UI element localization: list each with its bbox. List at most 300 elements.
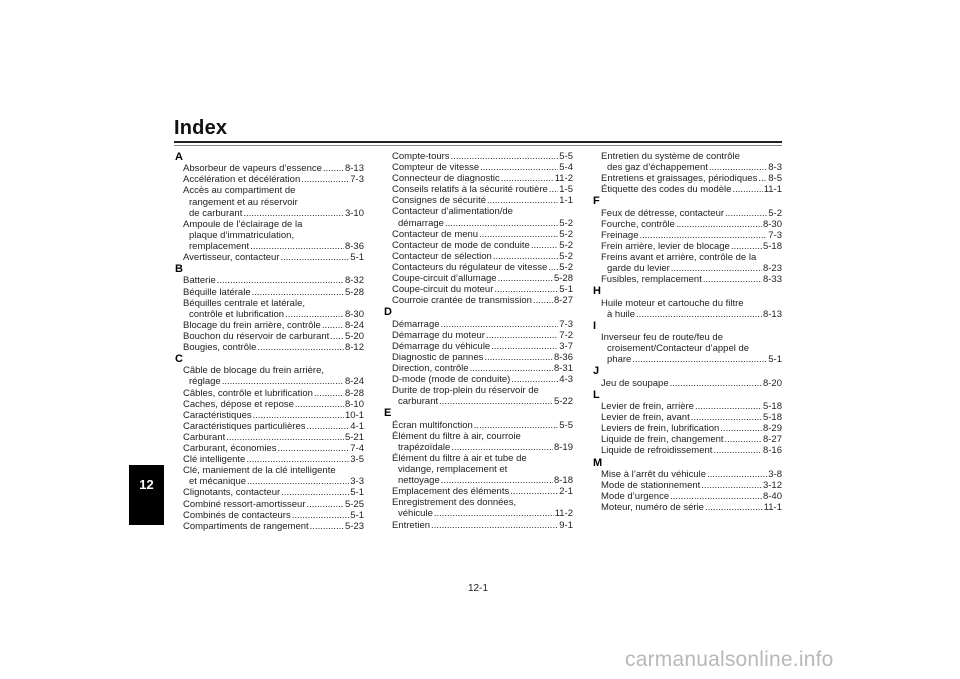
- index-entry: [593, 298, 782, 320]
- index-entry-page: 8-27: [553, 295, 573, 307]
- index-entry-page: 5-2: [559, 217, 573, 229]
- index-entry-text: Coupe-circuit d’allumage: [392, 273, 497, 285]
- dot-leader: [676, 219, 762, 230]
- index-entry-page: 8-13: [344, 163, 364, 175]
- dot-leader: [441, 319, 559, 330]
- index-entry-page: 5-21: [344, 431, 364, 443]
- index-entry-line: [183, 476, 364, 487]
- index-entry-page: 5-4: [559, 162, 573, 174]
- index-entry-text: Entretien du système de contrôle: [601, 151, 740, 162]
- index-entry-text: Leviers de frein, lubrification: [601, 423, 720, 435]
- dot-leader: [713, 445, 762, 456]
- index-entry-line: [183, 287, 364, 298]
- index-entry-page: 7-3: [559, 318, 573, 330]
- index-entry: [593, 502, 782, 513]
- index-entry-text: Clé, maniement de la clé intelligente: [183, 465, 336, 477]
- index-entry: [175, 331, 364, 342]
- index-entry: [384, 262, 573, 273]
- dot-leader: [253, 410, 344, 421]
- index-entry: [593, 241, 782, 252]
- index-entry-line: [392, 442, 573, 453]
- index-entry: [384, 420, 573, 431]
- index-entry-page: 8-16: [762, 445, 782, 457]
- index-entry-text: Carburant: [183, 431, 226, 443]
- dot-leader: [511, 374, 558, 385]
- index-entry-line: [601, 343, 782, 354]
- index-entry: [175, 320, 364, 331]
- index-entry-page: 7-3: [350, 174, 364, 186]
- index-entry-line: [392, 240, 573, 251]
- index-entry: [384, 184, 573, 195]
- index-entry-text: Compartiments de rangement: [183, 520, 309, 532]
- index-entry-text: Entretiens et graissages, périodiques: [601, 173, 758, 185]
- index-entry-text: Contacteur de sélection: [392, 250, 492, 262]
- dot-leader: [636, 309, 762, 320]
- index-entry-text: Clé intelligente: [183, 454, 246, 466]
- dot-leader: [217, 275, 344, 286]
- dot-leader: [250, 241, 344, 252]
- index-entry-line: [392, 151, 573, 162]
- index-entry-line: [183, 421, 364, 432]
- index-section-letter: H: [593, 285, 601, 298]
- page-title: Index: [174, 117, 228, 139]
- index-entry-line: [392, 497, 573, 508]
- index-entry: [175, 399, 364, 410]
- index-entry-line: [601, 208, 782, 219]
- index-entry-text: Huile moteur et cartouche du filtre: [601, 297, 744, 309]
- index-entry-line: [392, 273, 573, 284]
- index-section-letter: L: [593, 388, 600, 401]
- dot-leader: [226, 432, 344, 443]
- index-entry: [384, 385, 573, 407]
- index-entry-text: D-mode (mode de conduite): [392, 374, 511, 386]
- title-rule-thin: [174, 145, 782, 146]
- index-entry-text: Enregistrement des données,: [392, 497, 517, 509]
- index-entry-text: Blocage du frein arrière, contrôle: [183, 319, 321, 331]
- index-entry-line: [601, 434, 782, 445]
- index-entry-page: 8-19: [553, 441, 573, 453]
- index-entry-text: Démarrage du véhicule: [392, 340, 491, 352]
- index-entry-page: 5-5: [559, 419, 573, 431]
- dot-leader: [451, 151, 559, 162]
- index-entry-line: [183, 499, 364, 510]
- index-entry: [593, 480, 782, 491]
- index-entry: [593, 445, 782, 456]
- index-entry-line: [183, 342, 364, 353]
- dot-leader: [484, 352, 553, 363]
- dot-leader: [480, 162, 558, 173]
- index-entry-text: Inverseur feu de route/feu de: [601, 332, 723, 344]
- dot-leader: [707, 469, 767, 480]
- index-entry-page: 5-2: [768, 207, 782, 219]
- index-entry-page: 5-18: [762, 240, 782, 252]
- index-entry-text: Levier de frein, avant: [601, 412, 690, 424]
- index-entry-line: [601, 219, 782, 230]
- index-entry-page: 5-22: [553, 396, 573, 408]
- index-entry-page: 8-20: [762, 377, 782, 389]
- index-entry-line: [601, 491, 782, 502]
- index-entry-text: démarrage: [398, 217, 444, 229]
- index-entry-page: 8-13: [762, 308, 782, 320]
- index-entry-line: [392, 173, 573, 184]
- index-entry-line: [601, 274, 782, 285]
- index-entry-line: [183, 388, 364, 399]
- index-entry-text: Mise à l’arrêt du véhicule: [601, 468, 707, 480]
- index-entry-page: 3-7: [559, 340, 573, 352]
- index-entry-page: 8-33: [762, 274, 782, 286]
- index-entry-text: Contacteurs du régulateur de vitesse: [392, 261, 548, 273]
- index-entry-line: [392, 374, 573, 385]
- index-entry-text: Durite de trop-plein du réservoir de: [392, 385, 539, 397]
- index-entry-text: Combinés de contacteurs: [183, 509, 291, 521]
- index-entry-text: Câble de blocage du frein arrière,: [183, 365, 325, 377]
- index-entry-line: [183, 174, 364, 185]
- dot-leader: [301, 174, 349, 185]
- index-section-letter: D: [384, 306, 392, 319]
- index-entry-line: [392, 319, 573, 330]
- index-entry-line: [601, 309, 782, 320]
- index-column-1: [175, 151, 364, 532]
- index-entry-line: [601, 162, 782, 173]
- dot-leader: [491, 341, 558, 352]
- index-entry-line: [392, 251, 573, 262]
- index-entry-page: 8-30: [344, 308, 364, 320]
- index-section-letter: F: [593, 195, 600, 208]
- index-entry: [175, 298, 364, 320]
- index-entry-text: Démarrage: [392, 318, 440, 330]
- index-entry: [593, 252, 782, 274]
- dot-leader: [451, 442, 553, 453]
- index-entry: [175, 521, 364, 532]
- index-entry-line: [392, 363, 573, 374]
- index-entry-text: Connecteur de diagnostic: [392, 173, 500, 185]
- index-entry-line: [601, 184, 782, 195]
- index-entry: [384, 195, 573, 206]
- dot-leader: [434, 508, 554, 519]
- index-entry-line: [183, 365, 364, 376]
- index-entry: [175, 287, 364, 298]
- index-entry-page: 5-1: [350, 252, 364, 264]
- index-entry-text: Clignotants, contacteur: [183, 487, 281, 499]
- index-entry-text: rangement et au réservoir: [189, 196, 298, 208]
- dot-leader: [252, 287, 344, 298]
- index-section-letter: B: [175, 263, 183, 276]
- index-entry-line: [183, 487, 364, 498]
- index-entry-line: [183, 465, 364, 476]
- index-entry-line: [392, 341, 573, 352]
- index-entry-line: [183, 197, 364, 208]
- chapter-tab-label: 12: [139, 477, 154, 492]
- index-entry-page: 7-4: [350, 443, 364, 455]
- index-entry-text: Batterie: [183, 275, 216, 287]
- index-entry-text: Élément du filtre à air, courroie: [392, 430, 521, 442]
- index-entry: [384, 162, 573, 173]
- index-entry: [384, 173, 573, 184]
- index-entry-line: [392, 431, 573, 442]
- index-entry: [384, 453, 573, 486]
- index-entry: [384, 251, 573, 262]
- dot-leader: [306, 499, 344, 510]
- dot-leader: [670, 491, 762, 502]
- index-entry-line: [183, 521, 364, 532]
- index-entry-line: [183, 230, 364, 241]
- index-entry: [384, 240, 573, 251]
- index-entry-page: 3-5: [350, 454, 364, 466]
- dot-leader: [695, 401, 762, 412]
- index-entry: [384, 520, 573, 531]
- dot-leader: [295, 399, 344, 410]
- index-entry-page: 5-1: [350, 487, 364, 499]
- index-entry-page: 7-2: [559, 329, 573, 341]
- index-entry: [175, 410, 364, 421]
- dot-leader: [632, 354, 767, 365]
- index-entry-line: [392, 162, 573, 173]
- index-entry-line: [392, 218, 573, 229]
- dot-leader: [314, 388, 344, 399]
- index-entry-text: Fusibles, remplacement: [601, 274, 702, 286]
- index-entry-page: 8-24: [344, 319, 364, 331]
- index-entry-line: [601, 241, 782, 252]
- dot-leader: [670, 378, 762, 389]
- dot-leader: [474, 420, 558, 431]
- index-entry: [593, 491, 782, 502]
- index-entry: [384, 151, 573, 162]
- index-entry-text: Écran multifonction: [392, 419, 473, 431]
- index-entry-page: 8-32: [344, 275, 364, 287]
- index-entry: [384, 319, 573, 330]
- index-entry-text: Accès au compartiment de: [183, 185, 296, 197]
- index-entry-page: 5-2: [559, 228, 573, 240]
- index-entry-text: Jeu de soupape: [601, 377, 669, 389]
- index-entry-text: Combiné ressort-amortisseur: [183, 498, 306, 510]
- index-entry-line: [601, 412, 782, 423]
- index-entry-text: Emplacement des éléments: [392, 486, 510, 498]
- dot-leader: [725, 434, 762, 445]
- index-entry: [384, 352, 573, 363]
- index-entry-page: 5-23: [344, 520, 364, 532]
- page-number: 12-1: [467, 583, 488, 594]
- dot-leader: [720, 423, 762, 434]
- index-entry-line: [392, 464, 573, 475]
- index-entry-text: de carburant: [189, 207, 243, 219]
- index-entry: [593, 412, 782, 423]
- index-entry: [175, 443, 364, 454]
- index-entry-line: [183, 309, 364, 320]
- index-entry-text: Fourche, contrôle: [601, 218, 675, 230]
- index-entry-line: [601, 502, 782, 513]
- index-entry-text: remplacement: [189, 240, 250, 252]
- index-entry-page: 10-1: [344, 409, 364, 421]
- index-entry-line: [601, 173, 782, 184]
- index-entry-text: Carburant, économies: [183, 443, 277, 455]
- index-entry: [175, 174, 364, 185]
- index-entry-page: 4-1: [350, 420, 364, 432]
- dot-leader: [501, 173, 554, 184]
- index-entry-page: 8-5: [768, 173, 782, 185]
- index-entry-page: 4-3: [559, 374, 573, 386]
- index-entry-page: 11-1: [763, 184, 782, 196]
- dot-leader: [548, 262, 558, 273]
- index-entry: [384, 330, 573, 341]
- index-entry: [593, 274, 782, 285]
- index-entry-line: [392, 284, 573, 295]
- index-entry-text: Contacteur d’alimentation/de: [392, 206, 513, 218]
- index-entry-text: Conseils relatifs à la sécurité routière: [392, 184, 548, 196]
- dot-leader: [322, 320, 344, 331]
- dot-leader: [758, 173, 767, 184]
- index-entry-text: Caches, dépose et repose: [183, 398, 294, 410]
- index-entry-line: [601, 469, 782, 480]
- dot-leader: [292, 510, 350, 521]
- index-entry-line: [392, 262, 573, 273]
- dot-leader: [640, 230, 768, 241]
- index-entry-line: [392, 385, 573, 396]
- index-entry-page: 7-3: [768, 229, 782, 241]
- index-entry-line: [392, 453, 573, 464]
- dot-leader: [470, 363, 553, 374]
- index-entry-page: 5-1: [350, 509, 364, 521]
- dot-leader: [493, 251, 558, 262]
- index-entry: [175, 454, 364, 465]
- index-entry-page: 5-25: [344, 498, 364, 510]
- dot-leader: [705, 502, 763, 513]
- index-entry-line: [183, 208, 364, 219]
- index-entry-page: 5-5: [559, 151, 573, 162]
- dot-leader: [285, 309, 344, 320]
- index-entry-text: Bougies, contrôle: [183, 342, 257, 353]
- dot-leader: [701, 480, 762, 491]
- index-entry-line: [183, 443, 364, 454]
- index-entry-text: Direction, contrôle: [392, 362, 469, 374]
- index-entry-page: 11-1: [763, 502, 782, 514]
- index-section-letter: I: [593, 319, 597, 332]
- dot-leader: [431, 520, 558, 531]
- index-entry-line: [392, 508, 573, 519]
- index-entry-line: [601, 401, 782, 412]
- index-entry-text: Béquilles centrale et latérale,: [183, 297, 305, 309]
- index-entry-page: 3-10: [344, 207, 364, 219]
- index-entry-page: 8-24: [344, 376, 364, 388]
- index-entry-line: [183, 510, 364, 521]
- index-entry: [384, 206, 573, 228]
- index-entry-line: [601, 151, 782, 162]
- index-entry-line: [601, 423, 782, 434]
- index-entry: [175, 252, 364, 263]
- index-entry-line: [392, 195, 573, 206]
- index-entry-text: Étiquette des codes du modèle: [601, 184, 732, 196]
- index-entry-page: 8-30: [762, 218, 782, 230]
- index-entry-text: Compte-tours: [392, 151, 450, 162]
- index-entry-text: à huile: [607, 308, 635, 320]
- index-entry: [593, 184, 782, 195]
- index-entry-page: 5-18: [762, 412, 782, 424]
- index-entry-text: des gaz d’échappement: [607, 162, 708, 174]
- index-entry-text: Contacteur de mode de conduite: [392, 239, 530, 251]
- index-entry: [593, 332, 782, 365]
- index-entry-line: [183, 454, 364, 465]
- index-column-2: [384, 151, 573, 531]
- index-entry-line: [601, 480, 782, 491]
- index-entry-line: [601, 252, 782, 263]
- dot-leader: [281, 487, 349, 498]
- index-entry-line: [183, 432, 364, 443]
- index-entry-text: plaque d’immatriculation,: [189, 229, 295, 241]
- index-entry-page: 5-2: [559, 261, 573, 273]
- index-entry-line: [392, 396, 573, 407]
- dot-leader: [487, 195, 558, 206]
- index-entry-page: 8-40: [762, 491, 782, 503]
- dot-leader: [307, 421, 350, 432]
- index-entry-page: 3-3: [350, 476, 364, 488]
- index-entry-text: Caractéristiques particulières: [183, 420, 306, 432]
- index-entry-text: Démarrage du moteur: [392, 329, 485, 341]
- index-entry-text: Élément du filtre à air et tube de: [392, 452, 527, 464]
- index-entry: [593, 434, 782, 445]
- index-entry-page: 5-20: [344, 330, 364, 342]
- index-entry: [593, 401, 782, 412]
- index-entry-text: Coupe-circuit du moteur: [392, 284, 494, 296]
- dot-leader: [494, 284, 558, 295]
- index-entry-text: Diagnostic de pannes: [392, 351, 484, 363]
- index-entry-text: croisement/Contacteur d’appel de: [607, 343, 750, 355]
- chapter-tab: [129, 465, 164, 525]
- dot-leader: [549, 184, 559, 195]
- index-entry: [175, 388, 364, 399]
- index-entry-line: [183, 241, 364, 252]
- index-entry: [384, 363, 573, 374]
- index-entry-page: 8-29: [762, 423, 782, 435]
- index-entry-page: 5-28: [553, 273, 573, 285]
- index-section-letter: A: [175, 151, 183, 163]
- dot-leader: [691, 412, 762, 423]
- index-entry-page: 9-1: [559, 519, 573, 531]
- index-entry-page: 1-1: [559, 195, 573, 207]
- index-entry-page: 11-2: [554, 508, 573, 520]
- index-entry-text: Ampoule de l’éclairage de la: [183, 218, 303, 230]
- index-entry: [384, 486, 573, 497]
- index-entry-line: [183, 298, 364, 309]
- dot-leader: [510, 486, 558, 497]
- index-entry: [384, 497, 573, 519]
- index-entry-page: 5-2: [559, 250, 573, 262]
- index-entry-page: 3-12: [762, 479, 782, 491]
- index-entry-page: 8-10: [344, 398, 364, 410]
- index-entry-line: [183, 275, 364, 286]
- dot-leader: [479, 229, 558, 240]
- index-entry-line: [601, 445, 782, 456]
- index-entry-page: 8-28: [344, 387, 364, 399]
- index-entry: [175, 499, 364, 510]
- index-entry-line: [392, 475, 573, 486]
- index-entry-text: garde du levier: [607, 263, 670, 275]
- index-entry-page: 5-18: [762, 401, 782, 413]
- index-entry-page: 8-18: [553, 475, 573, 487]
- index-entry-text: Levier de frein, arrière: [601, 401, 694, 413]
- dot-leader: [310, 521, 344, 532]
- index-entry-page: 5-1: [768, 354, 782, 366]
- watermark: carmanualsonline.info: [625, 648, 834, 671]
- dot-leader: [732, 184, 762, 195]
- index-entry-page: 8-12: [344, 342, 364, 353]
- index-entry: [175, 219, 364, 252]
- index-entry: [593, 219, 782, 230]
- index-entry-text: Moteur, numéro de série: [601, 502, 704, 514]
- index-entry: [175, 342, 364, 353]
- dot-leader: [257, 342, 344, 353]
- title-rule-thick: [174, 141, 782, 143]
- dot-leader: [243, 208, 344, 219]
- dot-leader: [533, 295, 553, 306]
